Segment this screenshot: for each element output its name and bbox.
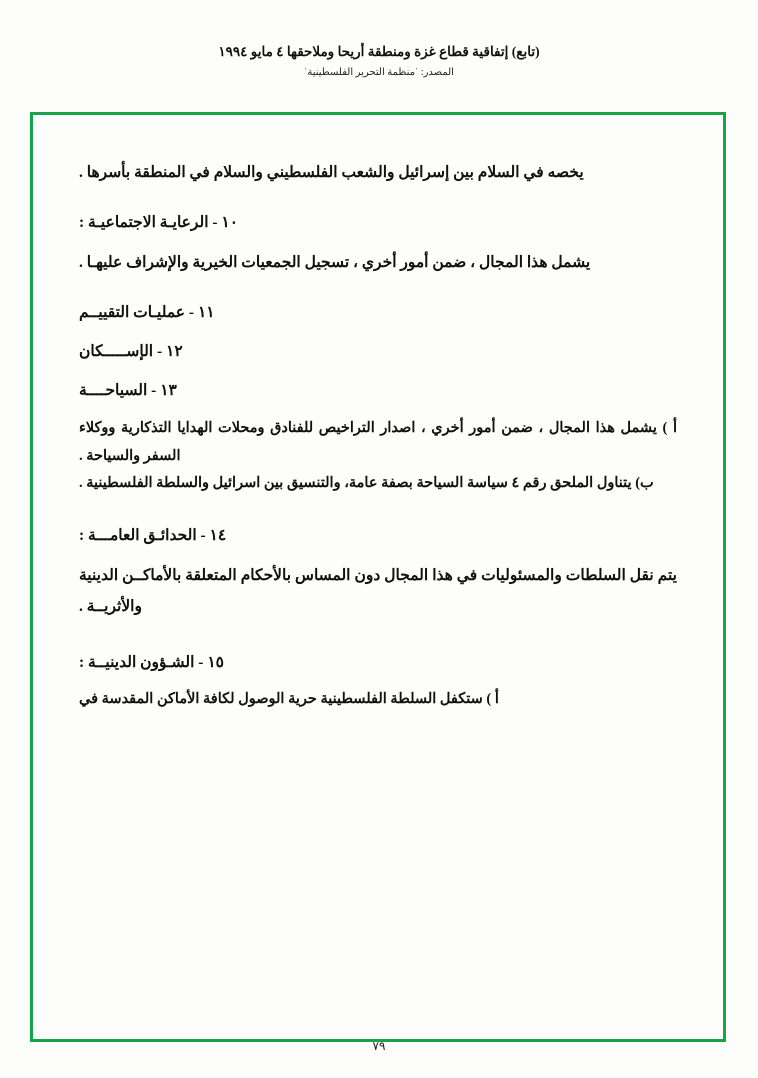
section-15-paragraph-a: أ ) ستكفل السلطة الفلسطينية حرية الوصول لكافة الأماكن المقدسة في xyxy=(79,691,499,708)
spacer xyxy=(79,191,677,207)
section-13-paragraph-b: ب) يتناول الملحق رقم ٤ سياسة السياحة بصفة عامة، والتنسيق بين اسرائيل والسلطة الفلسطينية . xyxy=(79,475,654,492)
spacer xyxy=(79,407,677,415)
spacer xyxy=(79,552,677,560)
section-heading-10: ١٠ - الرعايـة الاجتماعيـة : xyxy=(79,214,239,232)
section-heading-14: ١٤ - الحدائـق العامـــة : xyxy=(79,527,227,545)
section-heading-11: ١١ - عمليـات التقييــم xyxy=(79,303,215,321)
spacer xyxy=(79,328,677,336)
spacer xyxy=(79,239,677,247)
section-heading-15: ١٥ - الشـؤون الدينيــة : xyxy=(79,654,224,672)
spacer xyxy=(79,367,677,375)
section-14-paragraph: يتم نقل السلطات والمسئوليات في هذا المجال دون المساس بالأحكام المتعلقة بالأماكــن الدينية والأثريــة . xyxy=(79,566,677,615)
page-number: ٧٩ xyxy=(372,1039,386,1053)
section-10-paragraph: يشمل هذا المجال ، ضمن أمور أخري ، تسجيل الجمعيات الخيرية والإشراف عليهـا . xyxy=(79,253,591,271)
document-header xyxy=(0,44,758,78)
document-body xyxy=(79,157,677,1019)
header-title: (تابع) إتفاقية قطاع غزة ومنطقة أريحا وملاحقها ٤ مايو ١٩٩٤ xyxy=(218,44,540,59)
spacer xyxy=(79,678,677,686)
section-heading-12: ١٢ - الإســـــكان xyxy=(79,343,183,361)
spacer xyxy=(79,281,677,297)
header-source: المصدر: ˈمنظمة التحرير الفلسطينيةˈ xyxy=(304,67,454,78)
green-border-frame xyxy=(30,112,726,1042)
intro-paragraph: يخصه في السلام بين إسرائيل والشعب الفلسطيني والسلام في المنطقة بأسرها . xyxy=(79,164,584,181)
section-heading-13: ١٣ - السياحــــة xyxy=(79,382,177,400)
section-13-paragraph-a: أ ) يشمل هذا المجال ، ضمن أمور أخري ، اصدار التراخيص للفنادق ومحلات الهدايا التذكارية ووكلاء السفر والسياحة . xyxy=(79,419,677,464)
spacer xyxy=(79,625,677,647)
spacer xyxy=(79,498,677,520)
